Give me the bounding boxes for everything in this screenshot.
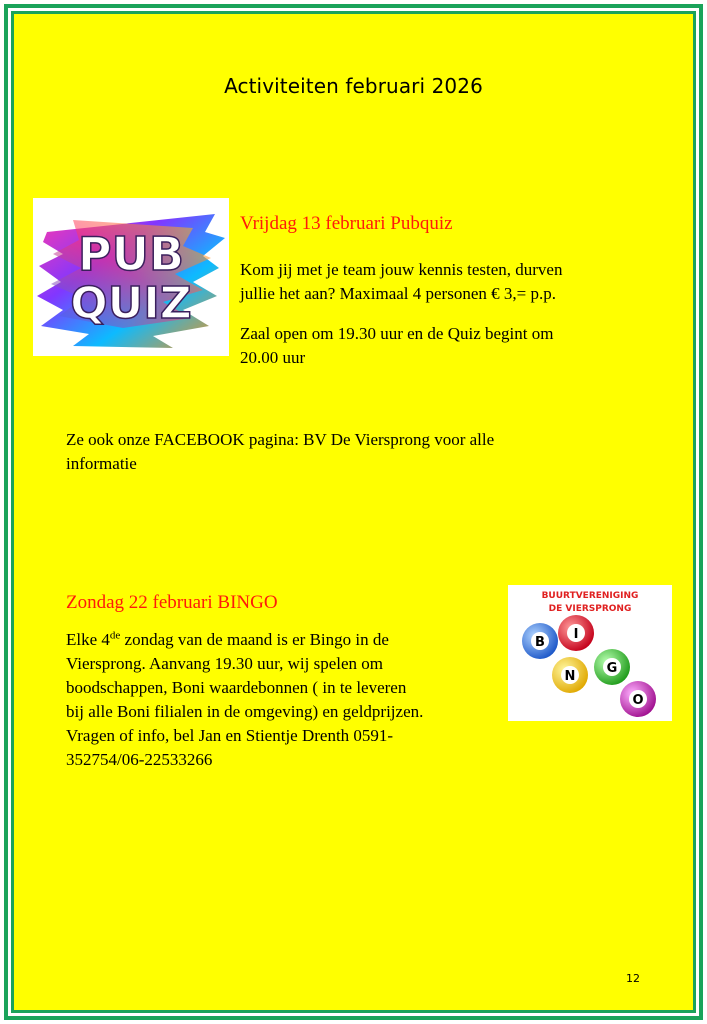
bingo-line5: Vragen of info, bel Jan en Stientje Drenth 0591- (66, 726, 394, 745)
pubquiz-p1-line1: Kom jij met je team jouw kennis testen, durven (240, 260, 563, 279)
pubquiz-heading: Vrijdag 13 februari Pubquiz (240, 213, 453, 234)
bingo-caption-line2: DE VIERSPRONG (548, 604, 632, 614)
bingo-line1-sup: de (109, 629, 121, 642)
pub-quiz-image (33, 198, 229, 356)
bingo-line1 (66, 628, 423, 652)
bingo-ball-b-letter: B (535, 635, 545, 650)
bingo-ball-b (522, 623, 558, 659)
quiz-text: QUIZ (70, 278, 192, 329)
bingo-line6: 352754/06-22533266 (66, 750, 213, 769)
pub-quiz-graphic (33, 198, 229, 356)
pubquiz-paragraph-2 (240, 322, 553, 370)
bingo-heading: Zondag 22 februari BINGO (66, 592, 278, 613)
bingo-line4: bij alle Boni filialen in de omgeving) en geldprijzen. (66, 702, 424, 721)
pub-text: PUB (77, 227, 185, 281)
bingo-line1-start: Elke 4 (66, 630, 110, 649)
bingo-ball-i (558, 615, 594, 651)
bingo-graphic (508, 585, 672, 721)
pubquiz-p2-line1: Zaal open om 19.30 uur en de Quiz begint om (240, 324, 554, 343)
facebook-line1: Ze ook onze FACEBOOK pagina: BV De Viersprong voor alle (66, 430, 495, 449)
bingo-ball-o-letter: O (632, 693, 644, 708)
bingo-line1-end: zondag van de maand is er Bingo in de (120, 630, 389, 649)
bingo-line3: boodschappen, Boni waardebonnen ( in te leveren (66, 678, 407, 697)
pubquiz-p1-line2: jullie het aan? Maximaal 4 personen € 3,= p.p. (240, 284, 556, 303)
bingo-line2: Viersprong. Aanvang 19.30 uur, wij spelen om (66, 654, 383, 673)
bingo-ball-n-letter: N (564, 669, 576, 684)
page-title: Activiteiten februari 2026 (224, 74, 483, 98)
bingo-caption-line1: BUURTVERENIGING (541, 591, 639, 601)
bingo-ball-i-letter: I (573, 627, 579, 642)
page-number: 12 (626, 972, 640, 985)
bingo-image (508, 585, 672, 721)
facebook-line2: informatie (66, 454, 137, 473)
bingo-ball-n (552, 657, 588, 693)
bingo-ball-g (594, 649, 630, 685)
page-background (11, 11, 696, 1013)
bingo-ball-o (620, 681, 656, 717)
bingo-paragraph (66, 628, 423, 772)
pubquiz-p2-line2: 20.00 uur (240, 348, 306, 367)
bingo-ball-g-letter: G (606, 661, 618, 676)
pubquiz-paragraph-1 (240, 258, 562, 306)
facebook-paragraph (66, 428, 494, 476)
